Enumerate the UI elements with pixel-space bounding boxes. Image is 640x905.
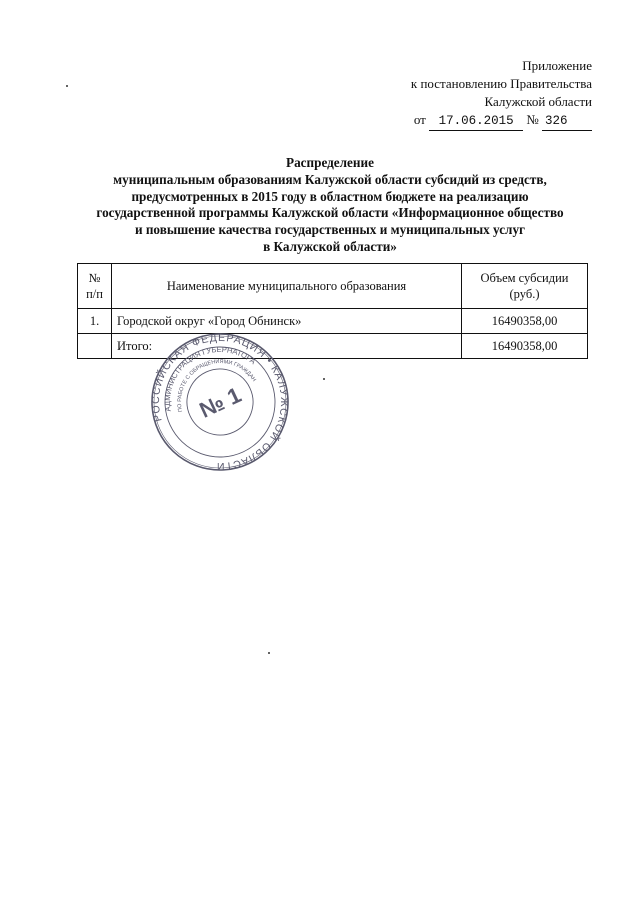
total-num xyxy=(78,334,112,359)
row-num: 1. xyxy=(78,309,112,334)
appendix-header xyxy=(411,57,592,131)
seal-middle-text: АДМИНИСТРАЦИЯ ГУБЕРНАТОРА xyxy=(162,344,258,413)
seal-outer-text: РОССИЙСКАЯ ФЕДЕРАЦИЯ • КАЛУЖСКОЙ ОБЛАСТИ xyxy=(150,332,290,472)
title-line: Распределение xyxy=(286,155,374,170)
header-amount-line2: (руб.) xyxy=(509,287,540,301)
decree-number: 326 xyxy=(542,112,592,131)
header-name: Наименование муниципального образования xyxy=(112,264,462,309)
document-title xyxy=(60,155,600,256)
row-name: Городской округ «Город Обнинск» xyxy=(112,309,462,334)
decree-signature-line xyxy=(411,111,592,131)
number-label: № xyxy=(526,112,539,127)
from-label: от xyxy=(413,112,426,127)
appendix-region: Калужской области xyxy=(484,94,592,109)
total-label: Итого: xyxy=(112,334,462,359)
title-line: предусмотренных в 2015 году в областном бюджете на реализацию xyxy=(131,188,529,204)
appendix-title: Приложение xyxy=(522,58,592,73)
scan-speck xyxy=(66,85,68,87)
header-num-line1: № xyxy=(88,271,101,285)
seal-inner-text: ПО РАБОТЕ С ОБРАЩЕНИЯМИ ГРАЖДАН xyxy=(176,358,257,413)
header-amount xyxy=(462,264,588,309)
official-seal xyxy=(150,332,290,472)
title-line: государственной программы Калужской области «Информационное общество xyxy=(96,205,564,221)
scan-speck xyxy=(323,378,325,380)
appendix-decree: к постановлению Правительства xyxy=(410,76,592,91)
title-line: в Калужской области» xyxy=(263,238,397,254)
title-line: муниципальным образованиям Калужской области субсидий из средств, xyxy=(113,171,547,187)
table-row xyxy=(78,309,588,334)
row-amount: 16490358,00 xyxy=(462,309,588,334)
seal-center-number: № 1 xyxy=(195,382,245,423)
decree-date: 17.06.2015 xyxy=(429,112,523,131)
header-num xyxy=(78,264,112,309)
total-amount: 16490358,00 xyxy=(462,334,588,359)
title-line: и повышение качества государственных и муниципальных услуг xyxy=(134,222,526,238)
table-header-row xyxy=(78,264,588,309)
header-num-line2: п/п xyxy=(86,287,103,301)
header-amount-line1: Объем субсидии xyxy=(480,271,569,285)
scan-speck xyxy=(268,652,270,654)
